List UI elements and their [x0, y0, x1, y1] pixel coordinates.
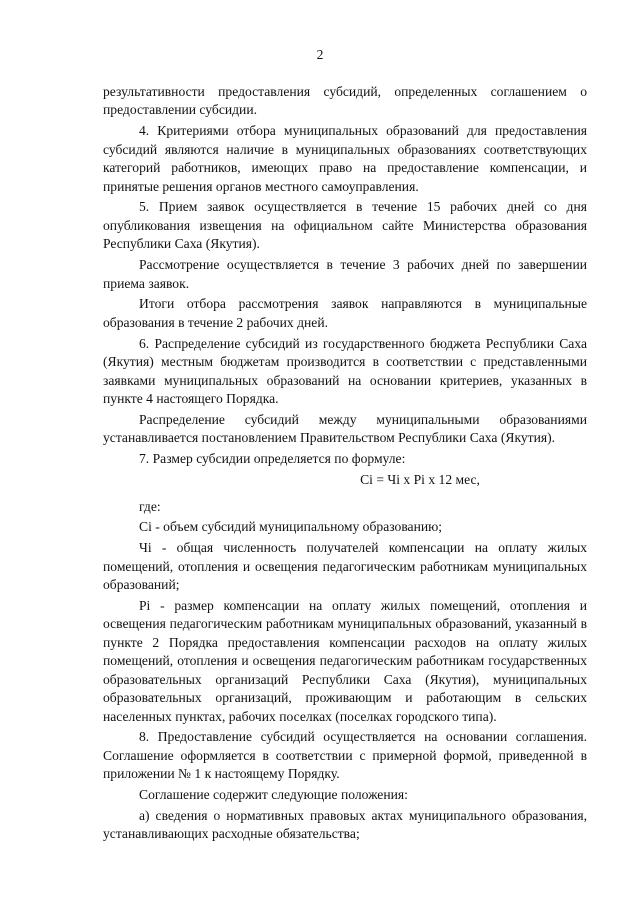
paragraph-item-4: 4. Критериями отбора муниципальных образований для предоставления субсидий являются наличие в муниципальных образованиях соответствующих категорий работников, имеющих право на предоставление компенсации, и принятые решения органов местного самоуправления. — [103, 123, 587, 194]
paragraph-item-8a: а) сведения о нормативных правовых актах муниципального образования, устанавливающих расходные обязательства; — [103, 808, 587, 842]
document-body — [103, 83, 587, 846]
definition-pi: Рi - размер компенсации на оплату жилых помещений, отопления и освещения педагогическим работникам муниципальных образований, указанный в пункте 2 Порядка предоставления компенсации расходов на оплату жилых помещений, отопления и освещения педагогическим работникам государственных образовательных организаций Республики Саха (Якутия), муниципальных образовательных организаций, проживающим и работающим в сельских населенных пунктах, рабочих поселках (поселках городского типа). — [103, 598, 587, 724]
definition-chi: Чi - общая численность получателей компенсации на оплату жилых помещений, отопления и освещения педагогическим работникам муниципальных образований; — [103, 540, 587, 593]
paragraph-agreement-contents: Соглашение содержит следующие положения: — [139, 787, 408, 803]
formula: Сi = Чi х Рi х 12 мес, — [360, 472, 480, 488]
paragraph-results-sent: Итоги отбора рассмотрения заявок направляются в муниципальные образования в течение 2 рабочих дней. — [103, 296, 587, 330]
page-number: 2 — [316, 47, 324, 62]
paragraph-distribution-decree: Распределение субсидий между муниципальными образованиями устанавливается постановлением Правительством Республики Саха (Якутия). — [103, 411, 587, 446]
paragraph-item-5: 5. Прием заявок осуществляется в течение 15 рабочих дней со дня опубликования извещения на официальном сайте Министерства образования Республики Саха (Якутия). — [103, 199, 587, 252]
paragraph-continuation: результативности предоставления субсидий, определенных соглашением о предоставлении субсидии. — [103, 84, 587, 118]
paragraph-review-period: Рассмотрение осуществляется в течение 3 рабочих дней по завершении приема заявок. — [103, 257, 587, 291]
paragraph-item-7: 7. Размер субсидии определяется по формуле: — [139, 451, 406, 467]
paragraph-item-6: 6. Распределение субсидий из государственного бюджета Республики Саха (Якутия) местным бюджетам производится в соответствии с представленными заявками муниципальных образований на основании критериев, указанных в пункте 4 настоящего Порядка. — [103, 335, 587, 406]
definition-ci: Сi - объем субсидий муниципальному образованию; — [139, 519, 443, 535]
paragraph-where: где: — [139, 498, 161, 514]
paragraph-item-8: 8. Предоставление субсидий осуществляется на основании соглашения. Соглашение оформляется в соответствии с примерной формой, приведенной в приложении № 1 к настоящему Порядку. — [103, 729, 587, 782]
